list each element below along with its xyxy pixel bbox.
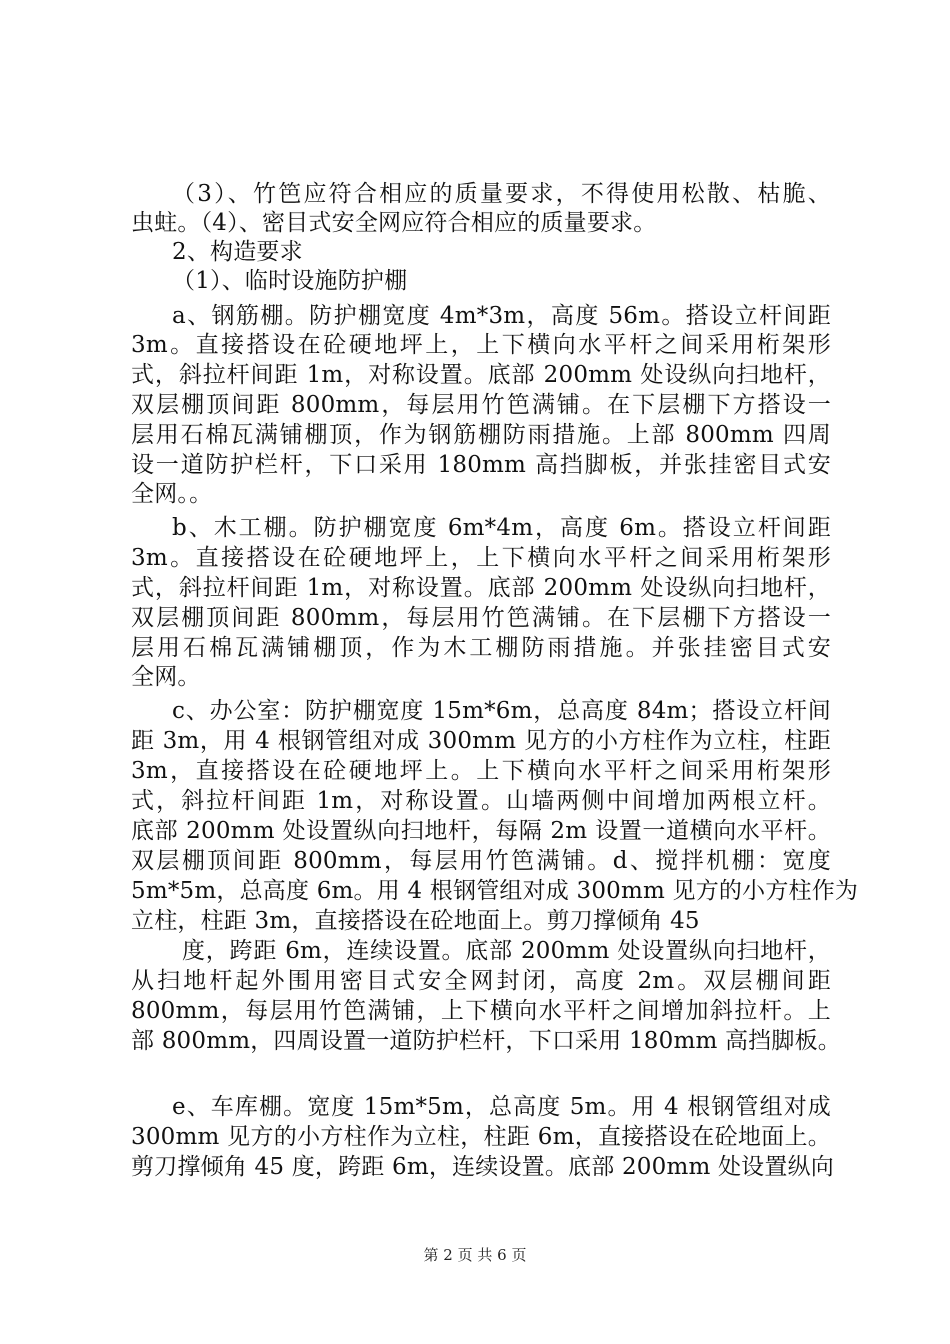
text-line-24: 5m*5m，总高度 6m。用 4 根钢管组对成 300mm 见方的小方柱作为 — [131, 878, 859, 904]
page-number-footer: 第 2 页 共 6 页 — [423, 1246, 527, 1264]
section-heading: 2、构造要求 — [172, 239, 303, 265]
text-line-12: b、木工棚。防护棚宽度 6m*4m，高度 6m。搭设立杆间距 — [172, 515, 831, 541]
text-line-21: 式，斜拉杆间距 1m，对称设置。山墙两侧中间增加两根立杆。 — [131, 788, 831, 814]
text-line-7: 式，斜拉杆间距 1m，对称设置。底部 200mm 处设纵向扫地杆， — [131, 362, 831, 388]
text-line-19: 距 3m，用 4 根钢管组对成 300mm 见方的小方柱作为立柱，柱距 — [131, 728, 831, 754]
subsection-heading: （1）、临时设施防护棚 — [172, 268, 408, 294]
text-line-29: 部 800mm，四周设置一道防护栏杆，下口采用 180mm 高挡脚板。 — [131, 1028, 841, 1054]
text-line-16: 层用石棉瓦满铺棚顶，作为木工棚防雨措施。并张挂密目式安 — [131, 635, 831, 661]
text-line-25: 立柱，柱距 3m，直接搭设在砼地面上。剪刀撑倾角 45 — [131, 908, 700, 934]
text-line-23: 双层棚顶间距 800mm，每层用竹笆满铺。d、搅拌机棚：宽度 — [131, 848, 831, 874]
text-line-13: 3m。直接搭设在砼硬地坪上，上下横向水平杆之间采用桁架形 — [131, 545, 831, 571]
text-line-22: 底部 200mm 处设置纵向扫地杆，每隔 2m 设置一道横向水平杆。 — [131, 818, 831, 844]
text-line-15: 双层棚顶间距 800mm，每层用竹笆满铺。在下层棚下方搭设一 — [131, 605, 831, 631]
text-line-14: 式，斜拉杆间距 1m，对称设置。底部 200mm 处设纵向扫地杆， — [131, 575, 831, 601]
text-line-1: （3）、竹笆应符合相应的质量要求，不得使用松散、枯脆、 — [172, 181, 831, 207]
text-line-10: 设一道防护栏杆，下口采用 180mm 高挡脚板，并张挂密目式安 — [131, 452, 831, 478]
text-line-11: 全网。。 — [131, 481, 213, 507]
text-line-32: 剪刀撑倾角 45 度，跨距 6m，连续设置。底部 200mm 处设置纵向 — [131, 1154, 834, 1180]
text-line-2: 虫蛀。（4）、密目式安全网应符合相应的质量要求。 — [131, 210, 657, 236]
text-line-26: 度，跨距 6m，连续设置。底部 200mm 处设置纵向扫地杆， — [182, 938, 831, 964]
text-line-8: 双层棚顶间距 800mm，每层用竹笆满铺。在下层棚下方搭设一 — [131, 392, 831, 418]
text-line-18: c、办公室：防护棚宽度 15m*6m，总高度 84m；搭设立杆间 — [172, 698, 831, 724]
text-line-5: a、钢筋棚。防护棚宽度 4m*3m，高度 56m。搭设立杆间距 — [172, 303, 831, 329]
text-line-9: 层用石棉瓦满铺棚顶，作为钢筋棚防雨措施。上部 800mm 四周 — [131, 422, 831, 448]
text-line-30: e、车库棚。宽度 15m*5m，总高度 5m。用 4 根钢管组对成 — [172, 1094, 831, 1120]
text-line-17: 全网。 — [131, 664, 201, 690]
text-line-28: 800mm，每层用竹笆满铺，上下横向水平杆之间增加斜拉杆。上 — [131, 998, 831, 1024]
text-line-31: 300mm 见方的小方柱作为立柱，柱距 6m，直接搭设在砼地面上。 — [131, 1124, 831, 1150]
text-line-6: 3m。直接搭设在砼硬地坪上，上下横向水平杆之间采用桁架形 — [131, 332, 831, 358]
text-line-27: 从扫地杆起外围用密目式安全网封闭，高度 2m。双层棚间距 — [131, 968, 831, 994]
text-line-20: 3m，直接搭设在砼硬地坪上。上下横向水平杆之间采用桁架形 — [131, 758, 831, 784]
